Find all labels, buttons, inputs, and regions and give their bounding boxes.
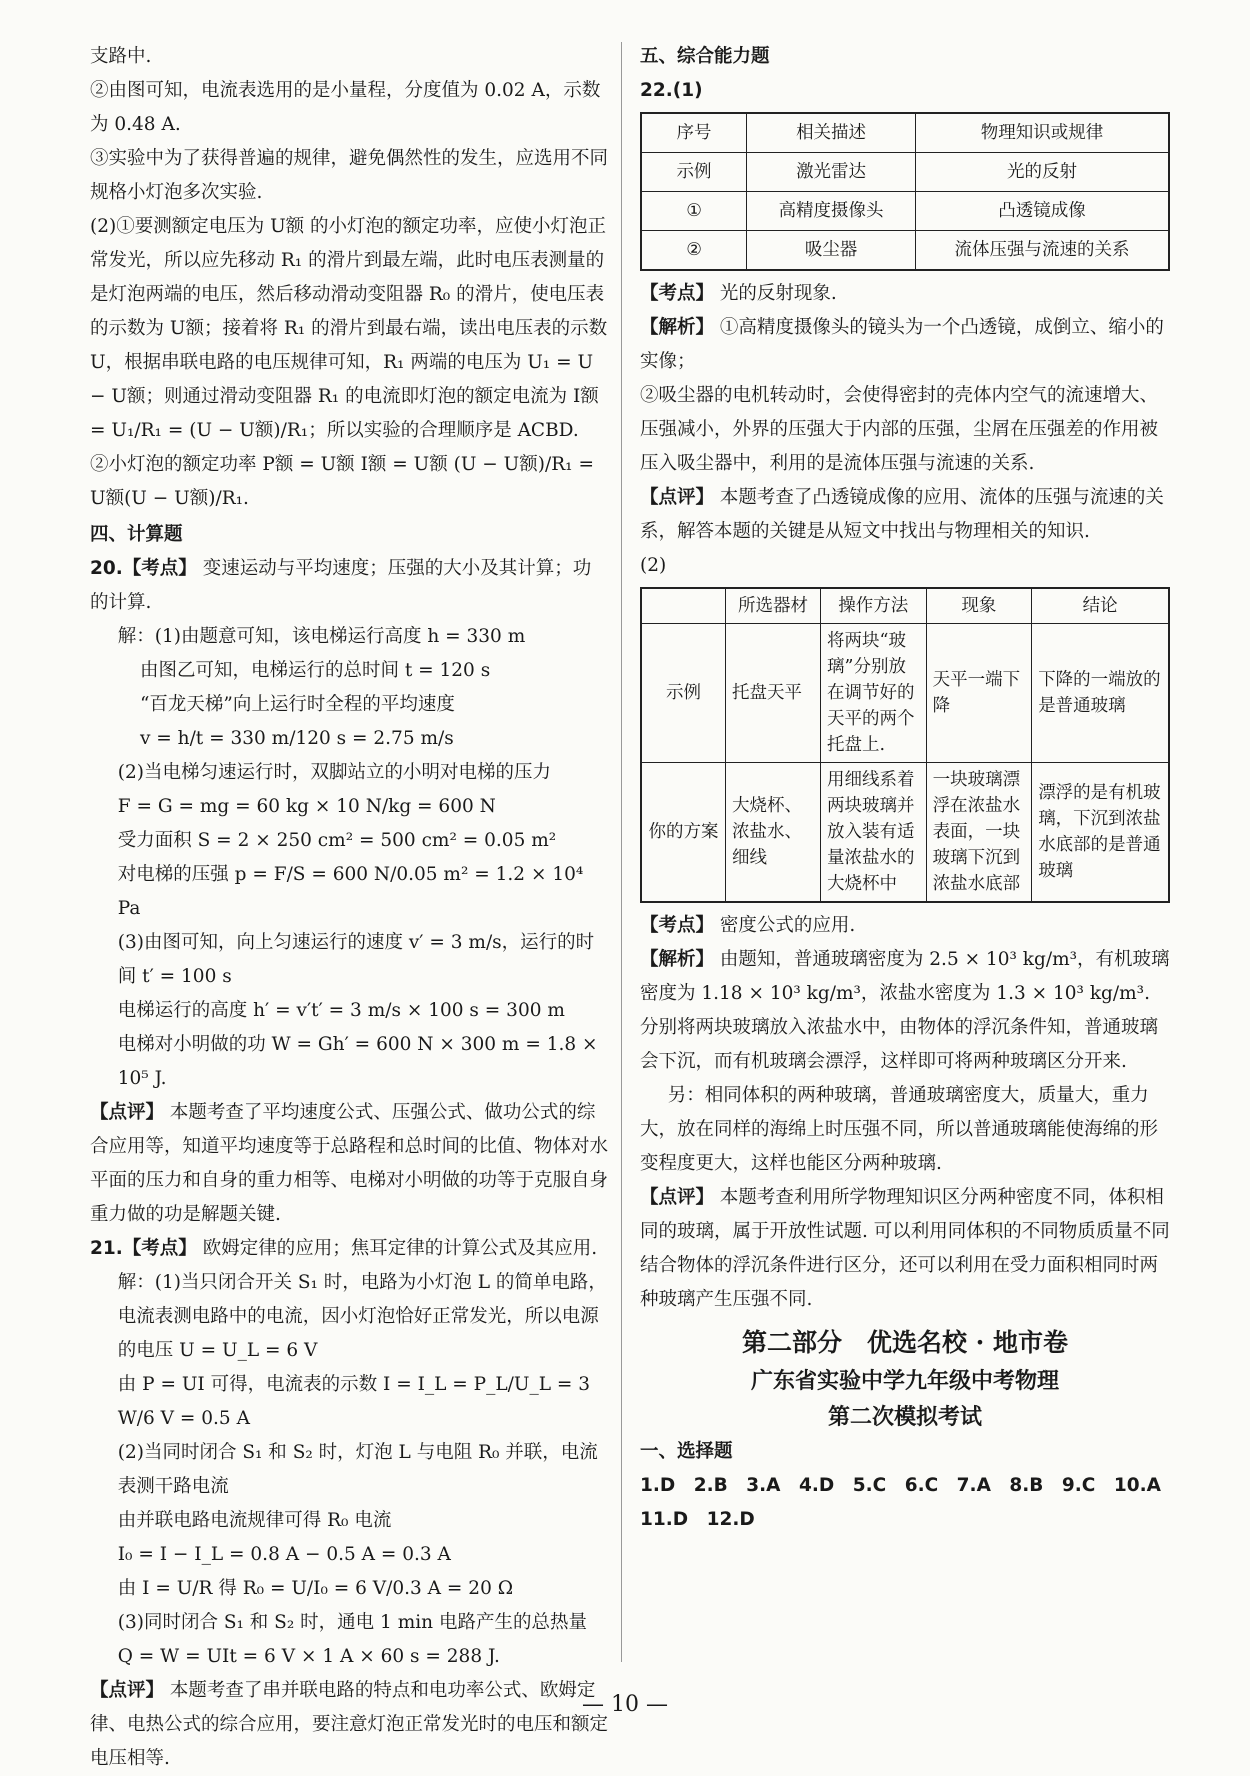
formula-line: I₀ = I − I_L = 0.8 A − 0.5 A = 0.3 A	[117, 1544, 451, 1565]
table-header-cell: 所选器材	[725, 588, 820, 624]
analysis-text: ①高精度摄像头的镜头为一个凸透镜，成倒立、缩小的实像；	[640, 317, 1164, 372]
table-experiment-plan	[640, 587, 1170, 903]
keypoint-tag: 【考点】	[640, 915, 715, 936]
table-header-cell: 结论	[1032, 588, 1169, 624]
comment-tag: 【点评】	[90, 1102, 165, 1123]
q20-comment	[90, 1096, 608, 1232]
answer-line: 11.D 12.D	[640, 1509, 755, 1530]
text-line: (2)①要测额定电压为 U额 的小灯泡的额定功率，应使小灯泡正常发光，所以应先移动 R₁ 的滑片到最左端，此时电压表测量的是灯泡两端的电压，然后移动滑动变阻器 R₀ 的滑片，使电压表的示数为 U额；接着将 R₁ 的滑片到最右端，读出电压表的示数 U，根据串联电路的电压规律可知，R₁ 两端的电压为 U₁ = U − U额；则通过滑动变阻器 R₁ 的电流即灯泡的额定电流为 I额 = U₁/R₁ = (U − U额)/R₁；所以实验的合理顺序是 ACBD.	[90, 216, 608, 441]
comment-tag: 【点评】	[640, 487, 715, 508]
table-row	[641, 192, 1169, 231]
table-cell: 一块玻璃漂浮在浓盐水表面，一块玻璃下沉到浓盐水底部	[926, 763, 1032, 903]
keypoint-text: 光的反射现象.	[719, 283, 837, 304]
table-header-row	[641, 588, 1169, 624]
analysis-text: ②吸尘器的电机转动时，会使得密封的壳体内空气的流速增大、压强减小，外界的压强大于内部的压强，尘屑在压强差的作用被压入吸尘器中，利用的是流体压强与流速的关系.	[640, 385, 1159, 474]
comment-text: 本题考查了串并联电路的特点和电功率公式、欧姆定律、电热公式的综合应用，要注意灯泡正常发光时的电压和额定电压相等.	[90, 1680, 609, 1769]
table-cell: 高精度摄像头	[747, 192, 916, 231]
table-cell: 下降的一端放的是普通玻璃	[1032, 624, 1169, 763]
table-cell: 漂浮的是有机玻璃，下沉到浓盐水底部的是普通玻璃	[1032, 763, 1169, 903]
table-header-cell: 操作方法	[821, 588, 927, 624]
table-header-row	[641, 113, 1169, 153]
keypoint-tag: 【考点】	[640, 283, 715, 304]
table-header-cell: 物理知识或规律	[916, 113, 1169, 153]
section-heading-calc: 四、计算题	[90, 524, 183, 545]
text-line: 支路中.	[90, 46, 152, 67]
analysis-tag: 【解析】	[640, 317, 715, 338]
keypoint	[640, 277, 1170, 311]
right-column	[640, 40, 1170, 1537]
q22-number: 22.(1)	[640, 80, 703, 101]
table-cell: ②	[641, 231, 747, 271]
comment	[640, 1181, 1170, 1317]
keypoint-text: 变速运动与平均速度；压强的大小及其计算；功的计算.	[90, 558, 592, 613]
keypoint-text: 密度公式的应用.	[719, 915, 856, 936]
analysis	[640, 311, 1170, 379]
keypoint	[640, 909, 1170, 943]
comment-tag: 【点评】	[90, 1680, 165, 1701]
comment-text: 本题考查了凸透镜成像的应用、流体的压强与流速的关系，解答本题的关键是从短文中找出与物理相关的知识.	[640, 487, 1164, 542]
q21-comment	[90, 1674, 608, 1776]
formula-line: 电梯运行的高度 h′ = v′t′ = 3 m/s × 100 s = 300 m	[117, 1000, 565, 1021]
q20-number: 20.	[90, 558, 123, 579]
table-cell: 你的方案	[641, 763, 725, 903]
table-cell: 激光雷达	[747, 153, 916, 192]
table-cell: 流体压强与流速的关系	[916, 231, 1169, 271]
table-row	[641, 624, 1169, 763]
table-cell: 天平一端下降	[926, 624, 1032, 763]
left-column	[90, 40, 608, 1776]
analysis-text: 另：相同体积的两种玻璃，普通玻璃密度大，质量大，重力大，放在同样的海绵上时压强不同，所以普通玻璃能使海绵的形变程度更大，这样也能区分两种玻璃.	[640, 1085, 1159, 1174]
exam-title: 广东省实验中学九年级中考物理	[750, 1368, 1059, 1394]
table-cell: ①	[641, 192, 747, 231]
formula-line: Q = W = UIt = 6 V × 1 A × 60 s = 288 J.	[117, 1646, 500, 1667]
keypoint-text: 欧姆定律的应用；焦耳定律的计算公式及其应用.	[202, 1238, 598, 1259]
formula-line: 电梯对小明做的功 W = Gh′ = 600 N × 300 m = 1.8 × 10⁵ J.	[117, 1034, 598, 1089]
section-heading-choice: 一、选择题	[640, 1441, 733, 1462]
solution-line: 解：(1)当只闭合开关 S₁ 时，电路为小灯泡 L 的简单电路，电流表测电路中的电流，因小灯泡恰好正常发光，所以电源的电压 U = U_L = 6 V	[117, 1272, 607, 1361]
table-header-cell: 现象	[926, 588, 1032, 624]
keypoint-tag: 【考点】	[122, 1238, 197, 1259]
table-cell: 大烧杯、浓盐水、细线	[725, 763, 820, 903]
comment-text: 本题考查利用所学物理知识区分两种密度不同，体积相同的玻璃，属于开放性试题. 可以利用同体积的不同物质质量不同结合物体的浮沉条件进行区分，还可以利用在受力面积相同时两种玻璃产生压强不同.	[640, 1187, 1170, 1310]
section-heading-ability: 五、综合能力题	[640, 46, 770, 67]
solution-line: (3)同时闭合 S₁ 和 S₂ 时，通电 1 min 电路产生的总热量	[117, 1612, 587, 1633]
table-row	[641, 153, 1169, 192]
table-row	[641, 231, 1169, 271]
comment-text: 本题考查了平均速度公式、压强公式、做功公式的综合应用等，知道平均速度等于总路程和总时间的比值、物体对水平面的压力和自身的重力相等、电梯对小明做的功等于克服自身重力做的功是解题关键.	[90, 1102, 609, 1225]
solution-line: 解：(1)由题意可知，该电梯运行高度 h = 330 m	[117, 626, 526, 647]
formula-line: 受力面积 S = 2 × 250 cm² = 500 cm² = 0.05 m²	[117, 830, 557, 851]
table-header-cell: 序号	[641, 113, 747, 153]
comment	[640, 481, 1170, 549]
table-cell: 光的反射	[916, 153, 1169, 192]
solution-line: (2)当电梯匀速运行时，双脚站立的小明对电梯的压力	[117, 762, 551, 783]
keypoint-tag: 【考点】	[122, 558, 197, 579]
analysis-tag: 【解析】	[640, 949, 715, 970]
page-number: — 10 —	[582, 1692, 668, 1717]
table-cell: 示例	[641, 153, 747, 192]
text-line: ②由图可知，电流表选用的是小量程，分度值为 0.02 A，示数为 0.48 A.	[90, 80, 601, 135]
table-cell: 托盘天平	[725, 624, 820, 763]
part-number: (2)	[640, 555, 667, 576]
solution-line: 由图乙可知，电梯运行的总时间 t = 120 s	[139, 660, 491, 681]
q21-keypoint	[90, 1232, 608, 1266]
table-cell: 凸透镜成像	[916, 192, 1169, 231]
solution-line: (3)由图可知，向上匀速运行的速度 v′ = 3 m/s，运行的时间 t′ = 100 s	[117, 932, 595, 987]
table-cell: 将两块“玻璃”分别放在调节好的天平的两个托盘上.	[821, 624, 927, 763]
answer-line: 1.D 2.B 3.A 4.D 5.C 6.C 7.A 8.B 9.C 10.A	[640, 1475, 1161, 1496]
analysis-text: 由题知，普通玻璃密度为 2.5 × 10³ kg/m³，有机玻璃密度为 1.18 × 10³ kg/m³，浓盐水密度为 1.3 × 10³ kg/m³. 分别将两块玻璃放入浓盐水中，由物体的浮沉条件知，普通玻璃会下沉，而有机玻璃会漂浮，这样即可将两种玻璃区分开来.	[640, 949, 1170, 1072]
solution-line: (2)当同时闭合 S₁ 和 S₂ 时，灯泡 L 与电阻 R₀ 并联，电流表测干路电流	[117, 1442, 598, 1497]
table-header-cell	[641, 588, 725, 624]
solution-line: “百龙天梯”向上运行时全程的平均速度	[139, 694, 455, 715]
formula-line: F = G = mg = 60 kg × 10 N/kg = 600 N	[117, 796, 496, 817]
table-cell: 用细线系着两块玻璃并放入装有适量浓盐水的大烧杯中	[821, 763, 927, 903]
table-cell: 示例	[641, 624, 725, 763]
table-header-cell: 相关描述	[747, 113, 916, 153]
table-physics-knowledge	[640, 112, 1170, 271]
column-divider	[621, 42, 622, 1662]
text-line: ③实验中为了获得普遍的规律，避免偶然性的发生，应选用不同规格小灯泡多次实验.	[90, 148, 609, 203]
formula-line: 由 I = U/R 得 R₀ = U/I₀ = 6 V/0.3 A = 20 Ω	[117, 1578, 514, 1599]
formula-line: v = h/t = 330 m/120 s = 2.75 m/s	[139, 728, 454, 749]
solution-line: 由并联电路电流规律可得 R₀ 电流	[117, 1510, 392, 1531]
q20-keypoint	[90, 552, 608, 620]
analysis	[640, 943, 1170, 1079]
table-row	[641, 763, 1169, 903]
formula-line: 对电梯的压强 p = F/S = 600 N/0.05 m² = 1.2 × 10⁴ Pa	[117, 864, 584, 919]
comment-tag: 【点评】	[640, 1187, 715, 1208]
table-cell: 吸尘器	[747, 231, 916, 271]
q21-number: 21.	[90, 1238, 123, 1259]
part-title: 第二部分 优选名校 · 地市卷	[741, 1328, 1069, 1357]
text-line: ②小灯泡的额定功率 P额 = U额 I额 = U额 (U − U额)/R₁ = U额(U − U额)/R₁.	[90, 454, 594, 509]
formula-line: 由 P = UI 可得，电流表的示数 I = I_L = P_L/U_L = 3 W/6 V = 0.5 A	[117, 1374, 591, 1429]
exam-subtitle: 第二次模拟考试	[827, 1404, 982, 1430]
